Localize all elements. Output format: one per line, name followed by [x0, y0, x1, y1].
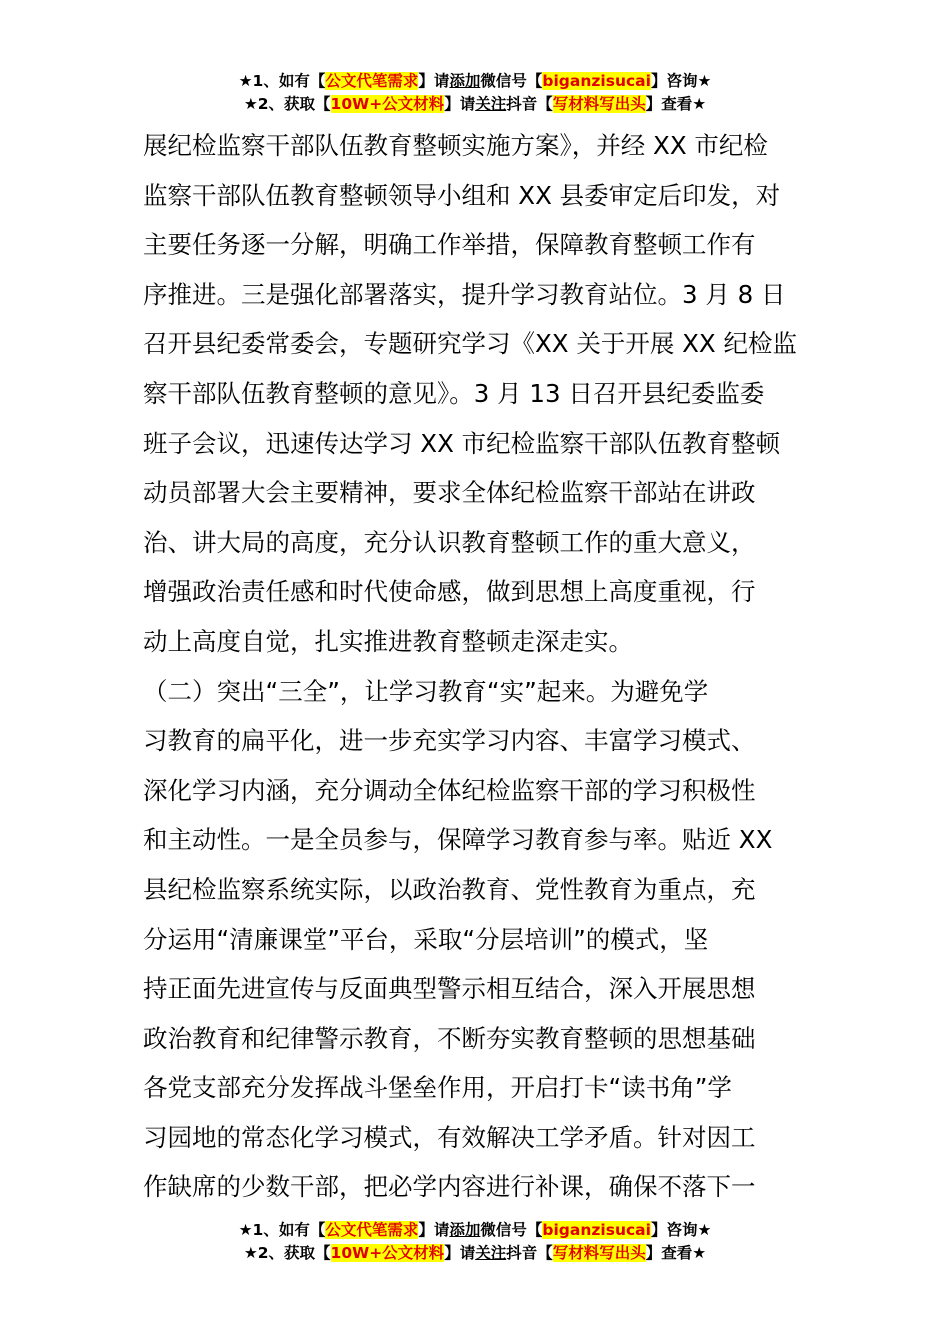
promo-highlight-materials: 10W+公文材料 — [330, 1244, 445, 1262]
promo-line-2 — [0, 1242, 950, 1265]
promo-highlight-wechat-id: biganzisucai — [542, 72, 651, 90]
text-line: （二）突出“三全”，让学习教育“实”起来。为避免学 — [143, 676, 709, 706]
text-line: 察干部队伍教育整顿的意见》。3 月 13 日召开县纪委监委 — [143, 378, 765, 408]
text-line: 各党支部充分发挥战斗堡垒作用，开启打卡“读书角”学 — [143, 1073, 732, 1103]
promo-text: 抖音【 — [506, 1244, 553, 1262]
promo-highlight-douyin: 写材料写出头 — [552, 1244, 646, 1262]
promo-highlight-service: 公文代笔需求 — [325, 72, 419, 90]
text-line: 分运用“清廉课堂”平台，采取“分层培训”的模式，坚 — [143, 924, 709, 954]
text-line: 持正面先进宣传与反面典型警示相互结合，深入开展思想 — [143, 974, 756, 1004]
text-line: 习教育的扁平化，进一步充实学习内容、丰富学习模式、 — [143, 726, 756, 756]
promo-text: 】请 — [418, 1221, 450, 1239]
promo-line-1 — [0, 70, 950, 93]
text-line: 序推进。三是强化部署落实，提升学习教育站位。3 月 8 日 — [143, 279, 786, 309]
text-line: 作缺席的少数干部，把必学内容进行补课，确保不落下一 — [143, 1172, 756, 1202]
promo-text: 】查看★ — [645, 1244, 707, 1262]
promo-text: 】咨询★ — [650, 72, 712, 90]
promo-highlight-service: 公文代笔需求 — [325, 1221, 419, 1239]
promo-text: ★1、如有【 — [238, 1221, 326, 1239]
promo-text: ★1、如有【 — [238, 72, 326, 90]
promo-text: 】咨询★ — [650, 1221, 712, 1239]
promo-line-1 — [0, 1219, 950, 1242]
promo-text: 微信号【 — [480, 72, 543, 90]
promo-text: 】请 — [444, 95, 476, 113]
text-line: 动员部署大会主要精神，要求全体纪检监察干部站在讲政 — [143, 478, 756, 508]
promo-banner-bottom — [0, 1219, 950, 1265]
promo-text: ★2、获取【 — [243, 1244, 331, 1262]
promo-underline-text: 关注 — [475, 95, 507, 113]
text-line: 深化学习内涵，充分调动全体纪检监察干部的学习积极性 — [143, 775, 756, 805]
text-line: 和主动性。一是全员参与，保障学习教育参与率。贴近 XX — [143, 825, 773, 855]
promo-text: 抖音【 — [506, 95, 553, 113]
text-line: 召开县纪委常委会，专题研究学习《XX 关于开展 XX 纪检监 — [143, 329, 797, 359]
promo-banner-top — [0, 70, 950, 116]
text-line: 动上高度自觉，扎实推进教育整顿走深走实。 — [143, 626, 633, 656]
promo-underline-text: 添加 — [449, 72, 481, 90]
text-line: 监察干部队伍教育整顿领导小组和 XX 县委审定后印发，对 — [143, 180, 781, 210]
text-line: 班子会议，迅速传达学习 XX 市纪检监察干部队伍教育整顿 — [143, 428, 781, 458]
promo-highlight-douyin: 写材料写出头 — [552, 95, 646, 113]
text-line: 增强政治责任感和时代使命感，做到思想上高度重视，行 — [143, 577, 756, 607]
promo-line-2 — [0, 93, 950, 116]
text-line: 主要任务逐一分解，明确工作举措，保障教育整顿工作有 — [143, 230, 756, 260]
promo-highlight-wechat-id: biganzisucai — [542, 1221, 651, 1239]
promo-underline-text: 添加 — [449, 1221, 481, 1239]
text-line: 展纪检监察干部队伍教育整顿实施方案》，并经 XX 市纪检 — [143, 131, 768, 160]
promo-text: 】请 — [444, 1244, 476, 1262]
promo-underline-text: 关注 — [475, 1244, 507, 1262]
text-line: 治、讲大局的高度，充分认识教育整顿工作的重大意义， — [143, 527, 756, 557]
promo-text: 】请 — [418, 72, 450, 90]
promo-text: 微信号【 — [480, 1221, 543, 1239]
promo-highlight-materials: 10W+公文材料 — [330, 95, 445, 113]
document-body — [143, 121, 811, 1212]
promo-text: 】查看★ — [645, 95, 707, 113]
text-line: 习园地的常态化学习模式，有效解决工学矛盾。针对因工 — [143, 1122, 756, 1152]
text-line: 县纪检监察系统实际，以政治教育、党性教育为重点，充 — [143, 874, 756, 904]
promo-text: ★2、获取【 — [243, 95, 331, 113]
text-line: 政治教育和纪律警示教育，不断夯实教育整顿的思想基础 — [143, 1023, 756, 1053]
